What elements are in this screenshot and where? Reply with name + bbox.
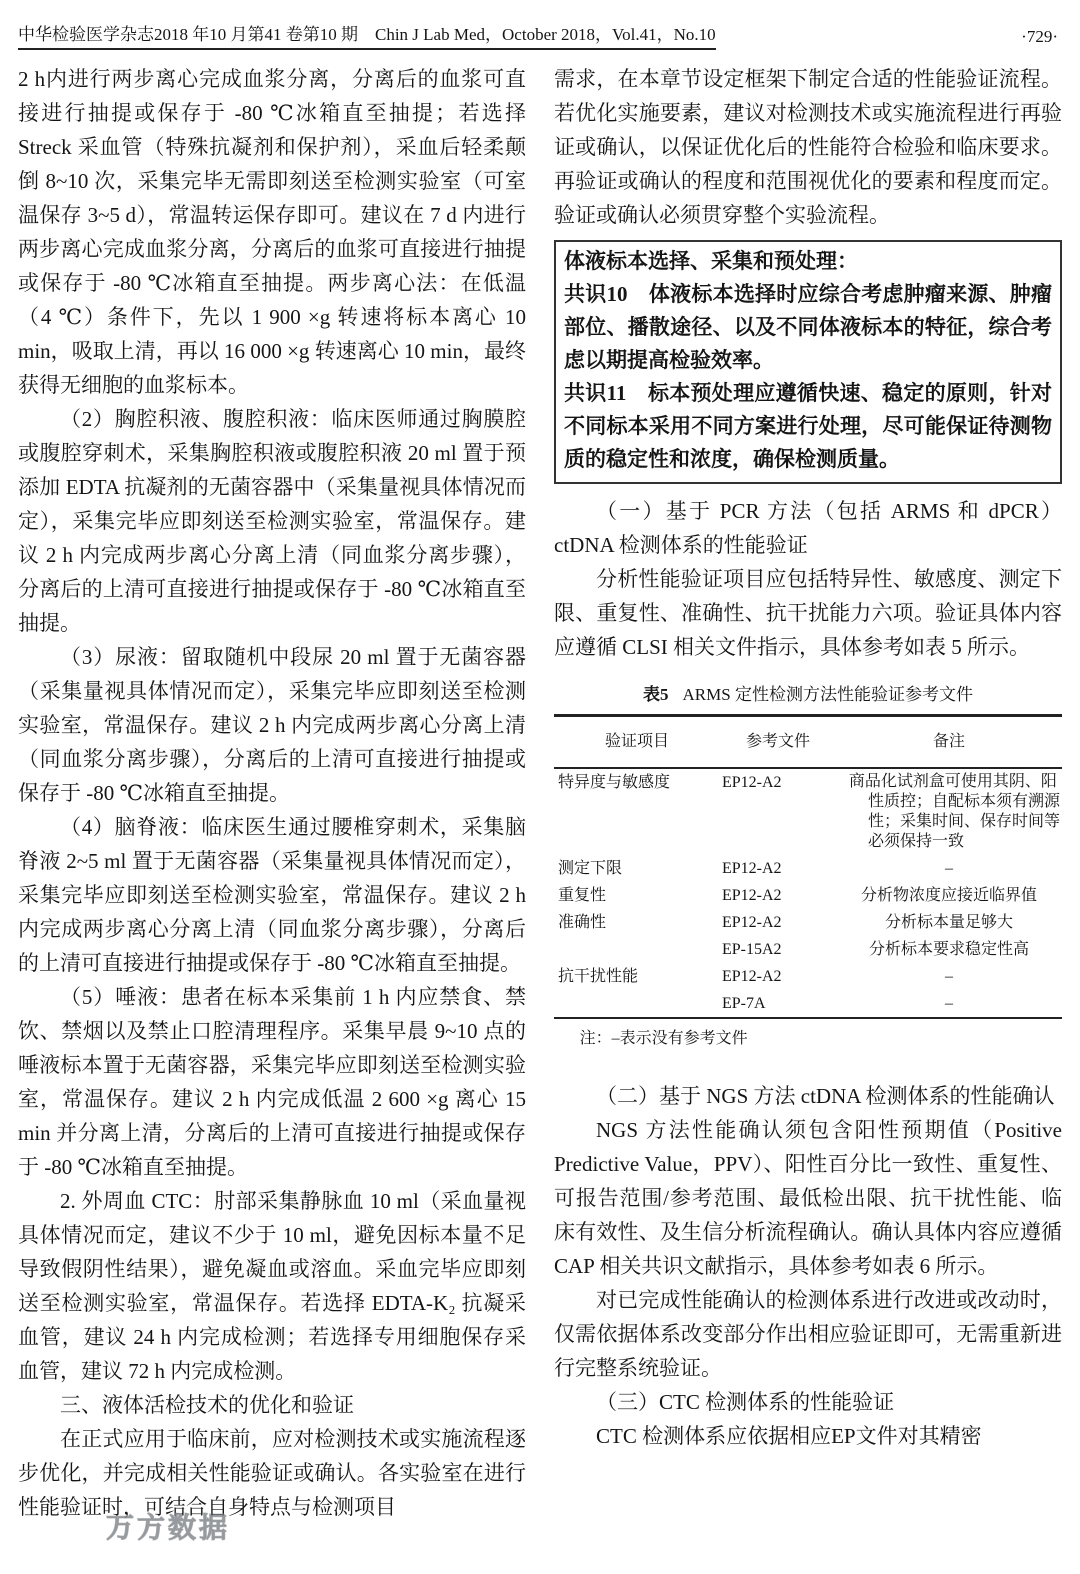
text-columns: [0, 50, 1080, 1524]
consensus-box: [554, 240, 1062, 484]
table-cell: –: [945, 968, 953, 985]
paragraph: 三、液体活检技术的优化和验证: [60, 1393, 354, 1417]
paragraph: 分析性能验证项目应包括特异性、敏感度、测定下限、重复性、准确性、抗干扰能力六项。验证具体内容应遵循 CLSI 相关文件指示，具体参考如表 5 所示。: [554, 567, 1062, 659]
paragraph: （三）CTC 检测体系的性能验证: [596, 1390, 895, 1414]
watermark: 万方数据: [106, 1513, 231, 1544]
table-row: [554, 936, 1062, 963]
journal-citation: 中华检验医学杂志2018 年10 月第41 卷第10 期 Chin J Lab Med，October 2018，Vol.41，No.10: [18, 24, 716, 50]
paragraph: 2. 外周血 CTC：肘部采集静脉血 10 ml（采血量视具体情况而定，建议不少于 10 ml，避免因标本量不足导致假阴性结果），避免凝血或溶血。采血完毕应即刻送至检测实验室，常温保存。若选择 EDTA-K₂ 抗凝采血管，建议 24 h 内完成检测；若选择专用细胞保存采血管，建议 72 h 内完成检测。: [18, 1189, 526, 1383]
table-cell: 准确性: [558, 914, 607, 931]
table-row: [554, 909, 1062, 936]
consensus-item-label: 共识10: [564, 282, 649, 306]
table-cell: [554, 936, 720, 963]
table-body: [554, 768, 1062, 1018]
left-column: [18, 62, 526, 1524]
consensus-item: 共识11 标本预处理应遵循快速、稳定的原则，针对不同标本采用不同方案进行处理，尽可能保证待测物质的稳定性和浓度，确保检测质量。: [564, 381, 1053, 471]
consensus-box-title: 体液标本选择、采集和预处理：: [564, 249, 858, 273]
consensus-items: [564, 278, 1052, 476]
table-column-header: 参考文件: [720, 716, 836, 769]
table-header-row: [554, 716, 1062, 769]
table-cell: [554, 990, 720, 1018]
table-cell: 分析标本要求稳定性高: [868, 941, 1029, 958]
paragraph: （5）唾液：患者在标本采集前 1 h 内应禁食、禁饮、禁烟以及禁止口腔清理程序。采集早晨 9~10 点的唾液标本置于无菌容器，采集完毕应即刻送至检测实验室，常温保存。建议 2 h 内完成低温 2 600 ×g 离心 15 min 并分离上清，分离后的上清可直接进行抽提或保存于 -80 ℃冰箱直至抽提。: [18, 985, 526, 1179]
table-cell: EP-7A: [722, 995, 766, 1012]
paragraph: （2）胸腔积液、腹腔积液：临床医师通过胸膜腔或腹腔穿刺术，采集胸腔积液或腹腔积液 20 ml 置于预添加 EDTA 抗凝剂的无菌容器中（采集量视具体情况而定），采集完毕应即刻送至检测实验室，常温保存。建议 2 h 内完成两步离心分离上清（同血浆分离步骤），分离后的上清可直接进行抽提或保存于 -80 ℃冰箱直至抽提。: [18, 407, 526, 635]
page-header: [0, 0, 1080, 50]
table-label: 表5: [643, 685, 669, 704]
reference-table: [554, 714, 1062, 1019]
table-cell: EP12-A2: [722, 887, 782, 904]
paragraph: 需求，在本章节设定框架下制定合适的性能验证流程。若优化实施要素，建议对检测技术或实施流程进行再验证或确认，以保证优化后的性能符合检验和临床要求。再验证或确认的程度和范围视优化的要素和程度而定。验证或确认必须贯穿整个实验流程。: [554, 67, 1062, 227]
table-title-text: ARMS 定性检测方法性能验证参考文件: [682, 685, 973, 704]
table-cell: –: [945, 860, 953, 877]
table-cell: 抗干扰性能: [558, 968, 639, 985]
table-cell: 分析物浓度应接近临界值: [860, 887, 1037, 904]
table-cell: 分析标本量足够大: [884, 914, 1013, 931]
table-cell: 特异度与敏感度: [558, 774, 671, 791]
paragraph: CTC 检测体系应依据相应EP文件对其精密: [596, 1424, 982, 1448]
table-cell: EP12-A2: [722, 860, 782, 877]
right-column: [554, 62, 1062, 1524]
consensus-item-label: 共识11: [564, 381, 648, 405]
table-cell: EP-15A2: [722, 941, 782, 958]
mid-paragraphs: [554, 494, 1062, 664]
paragraph: （4）脑脊液：临床医生通过腰椎穿刺术，采集脑脊液 2~5 ml 置于无菌容器（采集量视具体情况而定），采集完毕应即刻送至检测实验室，常温保存。建议 2 h 内完成两步离心分离上清（同血浆分离步骤），分离后的上清可直接进行抽提或保存于 -80 ℃冰箱直至抽提。: [18, 815, 526, 975]
paragraph: （3）尿液：留取随机中段尿 20 ml 置于无菌容器（采集量视具体情况而定），采集完毕应即刻送至检测实验室，常温保存。建议 2 h 内完成两步离心分离上清（同血浆分离步骤），分离后的上清可直接进行抽提或保存于 -80 ℃冰箱直至抽提。: [18, 645, 526, 805]
paragraph: 对已完成性能确认的检测体系进行改进或改动时，仅需依据体系改变部分作出相应验证即可，无需重新进行完整系统验证。: [554, 1288, 1062, 1380]
table-row: [554, 768, 1062, 855]
table-row: [554, 963, 1062, 990]
table-row: [554, 855, 1062, 882]
table-cell: 重复性: [558, 887, 607, 904]
paragraph: （二）基于 NGS 方法 ctDNA 检测体系的性能确认: [596, 1084, 1055, 1108]
table-cell: 商品化试剂盒可使用其阴、阳性质控；自配标本须有溯源性；采集时间、保存时间等必须保持一致: [848, 773, 1061, 850]
table-cell: –: [945, 995, 953, 1012]
table-cell: 测定下限: [558, 860, 623, 877]
paragraph: （一）基于 PCR 方法（包括 ARMS 和 dPCR）ctDNA 检测体系的性能验证: [554, 499, 1062, 557]
table-cell: EP12-A2: [722, 968, 782, 985]
table-column-header: 备注: [836, 716, 1062, 769]
table-row: [554, 882, 1062, 909]
paragraph: 在正式应用于临床前，应对检测技术或实施流程逐步优化，并完成相关性能验证或确认。各实验室在进行性能验证时，可结合自身特点与检测项目: [18, 1427, 526, 1519]
table-note: 注：–表示没有参考文件: [579, 1030, 748, 1047]
table-title: [554, 684, 1062, 706]
table-cell: EP12-A2: [722, 774, 782, 791]
table-column-header: 验证项目: [554, 716, 720, 769]
consensus-item: 共识10 体液标本选择时应综合考虑肿瘤来源、肿瘤部位、播散途径、以及不同体液标本的特征，综合考虑以期提高检验效率。: [564, 282, 1053, 372]
paragraph: 2 h内进行两步离心完成血浆分离，分离后的血浆可直接进行抽提或保存于 -80 ℃冰箱直至抽提；若选择 Streck 采血管（特殊抗凝剂和保护剂），采血后轻柔颠倒 8~10 次，采集完毕无需即刻送至检测实验室（可室温保存 3~5 d），常温转运保存即可。建议在 7 d 内进行两步离心完成血浆分离，分离后的血浆可直接进行抽提或保存于 -80 ℃冰箱直至抽提。两步离心法：在低温（4 ℃）条件下，先以 1 900 ×g 转速将标本离心 10 min，吸取上清，再以 16 000 ×g 转速离心 10 min，最终获得无细胞的血浆标本。: [18, 67, 526, 397]
after-paragraphs: [554, 1079, 1062, 1453]
table-row: [554, 990, 1062, 1018]
paragraph: NGS 方法性能确认须包含阳性预期值（Positive Predictive Value，PPV）、阳性百分比一致性、重复性、可报告范围/参考范围、最低检出限、抗干扰性能、临床有效性、及生信分析流程确认。确认具体内容应遵循 CAP 相关共识文献指示，具体参考如表 6 所示。: [554, 1118, 1062, 1278]
page-number: ·729·: [1021, 27, 1058, 46]
table-cell: EP12-A2: [722, 914, 782, 931]
